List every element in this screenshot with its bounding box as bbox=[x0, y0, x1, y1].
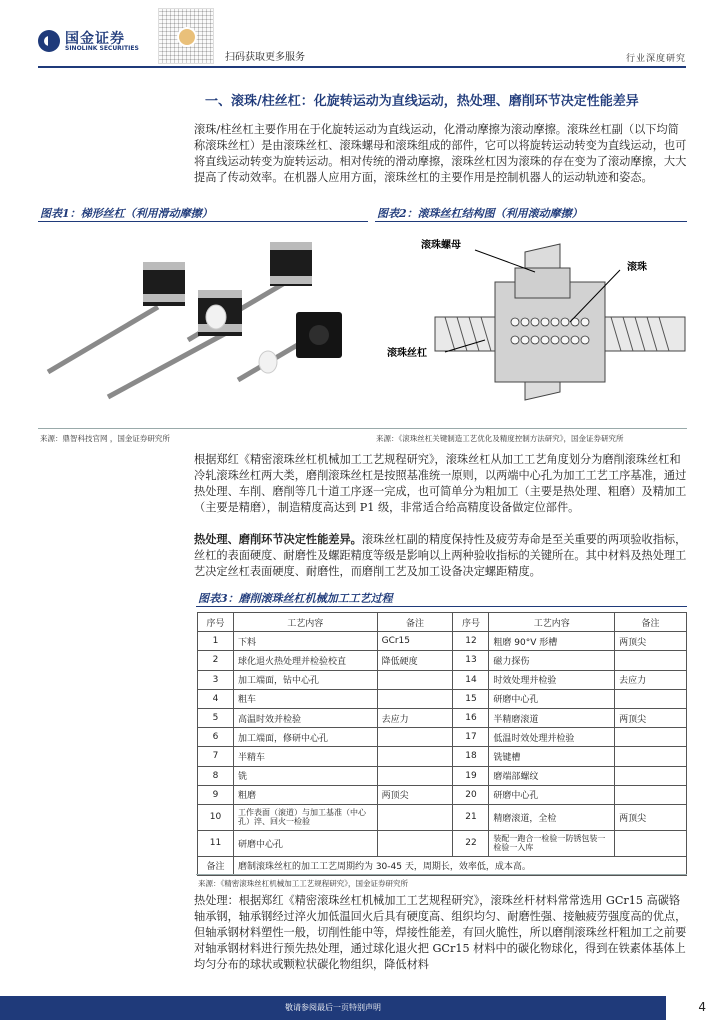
table-note-row bbox=[198, 856, 687, 875]
page-footer bbox=[0, 994, 724, 1024]
col-header: 工艺内容 bbox=[489, 613, 615, 632]
figure-bottom-rule bbox=[38, 428, 687, 429]
section-title: 一、滚珠/柱丝杠：化旋转运动为直线运动，热处理、磨削环节决定性能差异 bbox=[205, 94, 639, 109]
figure1-source: 来源：鼎智科技官网 ，国金证券研究所 bbox=[40, 434, 170, 443]
table-cell: 22 bbox=[453, 830, 489, 856]
figure3-bottom-rule bbox=[196, 874, 687, 875]
table-cell: 降低硬度 bbox=[377, 651, 453, 670]
table-cell: 加工端面，钻中心孔 bbox=[233, 670, 377, 689]
table-row bbox=[198, 785, 687, 804]
paragraph-body: 滚珠丝杠副的精度保持性及疲劳寿命是至关重要的两项验收指标，丝杠的表面硬度、耐磨性及螺距精度等级是影响以上两种验收指标的关键所在。其中材料及热处理工艺决定丝杠表面硬度、耐磨性，而磨削工艺及加工设备决定螺距精度。 bbox=[194, 533, 687, 579]
table-cell: 下料 bbox=[233, 632, 377, 651]
plastic-nut bbox=[259, 351, 277, 373]
lead-screw-rod bbox=[108, 332, 228, 397]
table-cell: 磨端部螺纹 bbox=[489, 766, 615, 785]
table-cell: 1 bbox=[198, 632, 234, 651]
label-ball-screw: 滚珠丝杠 bbox=[387, 348, 427, 359]
table-cell: 两顶尖 bbox=[615, 708, 687, 727]
process-table-wrap bbox=[197, 612, 687, 876]
table-row bbox=[198, 747, 687, 766]
table-cell: 4 bbox=[198, 689, 234, 708]
table-cell: 5 bbox=[198, 708, 234, 727]
page-number: 4 bbox=[698, 1000, 706, 1014]
table-note-label: 备注 bbox=[198, 856, 234, 875]
table-cell: 半精磨滚道 bbox=[489, 708, 615, 727]
label-ball: 滚珠 bbox=[627, 262, 647, 273]
figure2-title: 图表2：滚珠丝杠结构图（利用滚动摩擦） bbox=[377, 207, 583, 220]
table-cell: 精磨滚道，全检 bbox=[489, 804, 615, 830]
table-cell bbox=[377, 804, 453, 830]
qr-avatar bbox=[177, 27, 197, 47]
paragraph-performance bbox=[194, 532, 688, 580]
figure3-title: 图表3：磨削滚珠丝杠机械加工工艺过程 bbox=[198, 592, 393, 605]
table-cell: 11 bbox=[198, 830, 234, 856]
label-ball-nut: 滚珠螺母 bbox=[421, 240, 461, 251]
table-cell: 磁力探伤 bbox=[489, 651, 615, 670]
table-cell: 17 bbox=[453, 728, 489, 747]
table-cell: 低温时效处理并检验 bbox=[489, 728, 615, 747]
header-divider bbox=[38, 66, 686, 68]
table-row bbox=[198, 728, 687, 747]
table-cell bbox=[377, 830, 453, 856]
table-row bbox=[198, 708, 687, 727]
table-cell: 粗车 bbox=[233, 689, 377, 708]
figure1-title: 图表1：梯形丝杠（利用滑动摩擦） bbox=[40, 207, 213, 220]
logo-en-text: SINOLINK SECURITIES bbox=[65, 45, 139, 52]
table-cell bbox=[615, 728, 687, 747]
table-cell bbox=[377, 747, 453, 766]
process-table bbox=[197, 612, 687, 876]
table-cell: 7 bbox=[198, 747, 234, 766]
table-cell: 半精车 bbox=[233, 747, 377, 766]
table-cell: 加工端面，修研中心孔 bbox=[233, 728, 377, 747]
col-header: 备注 bbox=[377, 613, 453, 632]
table-cell: 10 bbox=[198, 804, 234, 830]
table-row bbox=[198, 766, 687, 785]
paragraph-lead: 热处理、磨削环节决定性能差异。 bbox=[194, 533, 362, 546]
table-cell bbox=[615, 830, 687, 856]
table-cell: 2 bbox=[198, 651, 234, 670]
col-header: 序号 bbox=[198, 613, 234, 632]
report-type: 行业深度研究 bbox=[625, 54, 686, 64]
table-cell: 粗磨 bbox=[233, 785, 377, 804]
table-cell: 20 bbox=[453, 785, 489, 804]
table-cell bbox=[615, 689, 687, 708]
table-row bbox=[198, 830, 687, 856]
ball-screw-diagram bbox=[375, 222, 687, 422]
logo-cn-text: 国金证券 bbox=[65, 31, 125, 47]
table-cell: 3 bbox=[198, 670, 234, 689]
table-cell: 研磨中心孔 bbox=[489, 785, 615, 804]
table-cell bbox=[377, 766, 453, 785]
figure2-image bbox=[375, 222, 687, 422]
return-tube bbox=[515, 268, 570, 298]
col-header: 备注 bbox=[615, 613, 687, 632]
table-cell bbox=[377, 689, 453, 708]
stepper-motor bbox=[296, 312, 342, 358]
qr-code-icon[interactable] bbox=[158, 8, 214, 64]
table-row bbox=[198, 689, 687, 708]
table-header-row bbox=[198, 613, 687, 632]
table-cell: 铣键槽 bbox=[489, 747, 615, 766]
table-cell: GCr15 bbox=[377, 632, 453, 651]
table-row bbox=[198, 651, 687, 670]
table-cell: 19 bbox=[453, 766, 489, 785]
stepper-motor bbox=[270, 242, 312, 286]
table-cell bbox=[615, 651, 687, 670]
scan-prompt: 扫码获取更多服务 bbox=[225, 52, 305, 63]
table-cell: 工作表面（滚道）与加工基准（中心孔）淬、回火一检验 bbox=[233, 804, 377, 830]
table-cell: 两顶尖 bbox=[377, 785, 453, 804]
table-row bbox=[198, 632, 687, 651]
table-cell: 高温时效并检验 bbox=[233, 708, 377, 727]
table-row bbox=[198, 804, 687, 830]
table-cell bbox=[615, 747, 687, 766]
figure1-image bbox=[38, 222, 368, 422]
table-cell bbox=[377, 670, 453, 689]
table-cell: 21 bbox=[453, 804, 489, 830]
table-cell: 去应力 bbox=[615, 670, 687, 689]
table-cell: 14 bbox=[453, 670, 489, 689]
col-header: 工艺内容 bbox=[233, 613, 377, 632]
table-cell: 装配一跑合一检验一防锈包装一检验一入库 bbox=[489, 830, 615, 856]
table-cell bbox=[377, 728, 453, 747]
table-cell: 去应力 bbox=[377, 708, 453, 727]
table-cell: 两顶尖 bbox=[615, 804, 687, 830]
table-cell: 13 bbox=[453, 651, 489, 670]
table-note-text: 磨制滚珠丝杠的加工工艺周期约为 30-45 天，周期长，效率低，成本高。 bbox=[233, 856, 686, 875]
footer-disclaimer[interactable]: 敬请参阅最后一页特别声明 bbox=[285, 1003, 381, 1012]
table-cell bbox=[615, 785, 687, 804]
paragraph-intro: 滚珠/柱丝杠主要作用在于化旋转运动为直线运动，化滑动摩擦为滚动摩擦。滚珠丝杠副（以下均简称滚珠丝杠）是由滚珠丝杠、滚珠螺母和滚珠组成的部件，它可以将旋转运动转变为直线运动，也可将直线运动转变为旋转运动。相对传统的滑动摩擦，滚珠丝杠因为滚珠的存在变为了滚动摩擦，大大提高了传动效率。在机器人应用方面，滚珠丝杠的主要作用是控制机器人的运动轨迹和姿态。 bbox=[194, 123, 687, 185]
table-cell: 研磨中心孔 bbox=[489, 689, 615, 708]
figure3-source: 来源：《精密滚珠丝杠机械加工工艺规程研究》，国金证券研究所 bbox=[198, 879, 408, 888]
table-cell: 研磨中心孔 bbox=[233, 830, 377, 856]
table-cell: 铣 bbox=[233, 766, 377, 785]
figure3-rule bbox=[196, 606, 687, 607]
company-logo bbox=[38, 28, 148, 54]
table-cell: 18 bbox=[453, 747, 489, 766]
table-cell bbox=[615, 766, 687, 785]
col-header: 序号 bbox=[453, 613, 489, 632]
table-cell: 两顶尖 bbox=[615, 632, 687, 651]
table-cell: 球化退火热处理并检验校直 bbox=[233, 651, 377, 670]
paragraph-heat-treatment: 热处理：根据郑红《精密滚珠丝杠机械加工工艺规程研究》，滚珠丝杆材料常常选用 GCr15 高碳铬轴承钢，轴承钢经过淬火加低温回火后具有硬度高、组织均匀、耐磨性强、接触疲劳强度高的优点，但轴承钢材料塑性一般，切削性能中等，焊接性能差，有回火脆性，所以磨削滚珠丝杆粗加工之前要对轴承钢材料进行预先热处理，通过球化退火把 GCr15 材料中的碳化物球化，得到在铁素体基体上均匀分布的球状或颗粒状碳化物组织，降低材料 bbox=[194, 894, 687, 972]
table-cell: 12 bbox=[453, 632, 489, 651]
table-cell: 时效处理并检验 bbox=[489, 670, 615, 689]
table-cell: 8 bbox=[198, 766, 234, 785]
figure2-source: 来源：《滚珠丝杠关键制造工艺优化及精度控制方法研究》，国金证券研究所 bbox=[376, 434, 624, 443]
table-row bbox=[198, 670, 687, 689]
plastic-nut bbox=[206, 305, 226, 329]
table-cell: 16 bbox=[453, 708, 489, 727]
lead-screw-photo bbox=[38, 222, 368, 422]
page-header bbox=[0, 0, 724, 70]
paragraph-process: 根据郑红《精密滚珠丝杠机械加工工艺规程研究》，滚珠丝杠从加工工艺角度划分为磨削滚珠丝杠和冷轧滚珠丝杠两大类，磨削滚珠丝杠是按照基准统一原则，以两端中心孔为加工工艺工序基准，通过热处理、车削、磨削等几十道工序逐一完成，也可简单分为粗加工（主要是热处理、粗磨）及精加工（主要是精磨），制造精度高达到 P1 级，非常适合给高精度设备做定位部件。 bbox=[194, 453, 687, 515]
table-cell: 15 bbox=[453, 689, 489, 708]
lead-screw-rod bbox=[48, 307, 158, 372]
stepper-motor bbox=[143, 262, 185, 306]
table-cell: 6 bbox=[198, 728, 234, 747]
table-cell: 粗磨 90°V 形槽 bbox=[489, 632, 615, 651]
sinolink-logo-icon bbox=[38, 30, 60, 52]
table-cell: 9 bbox=[198, 785, 234, 804]
